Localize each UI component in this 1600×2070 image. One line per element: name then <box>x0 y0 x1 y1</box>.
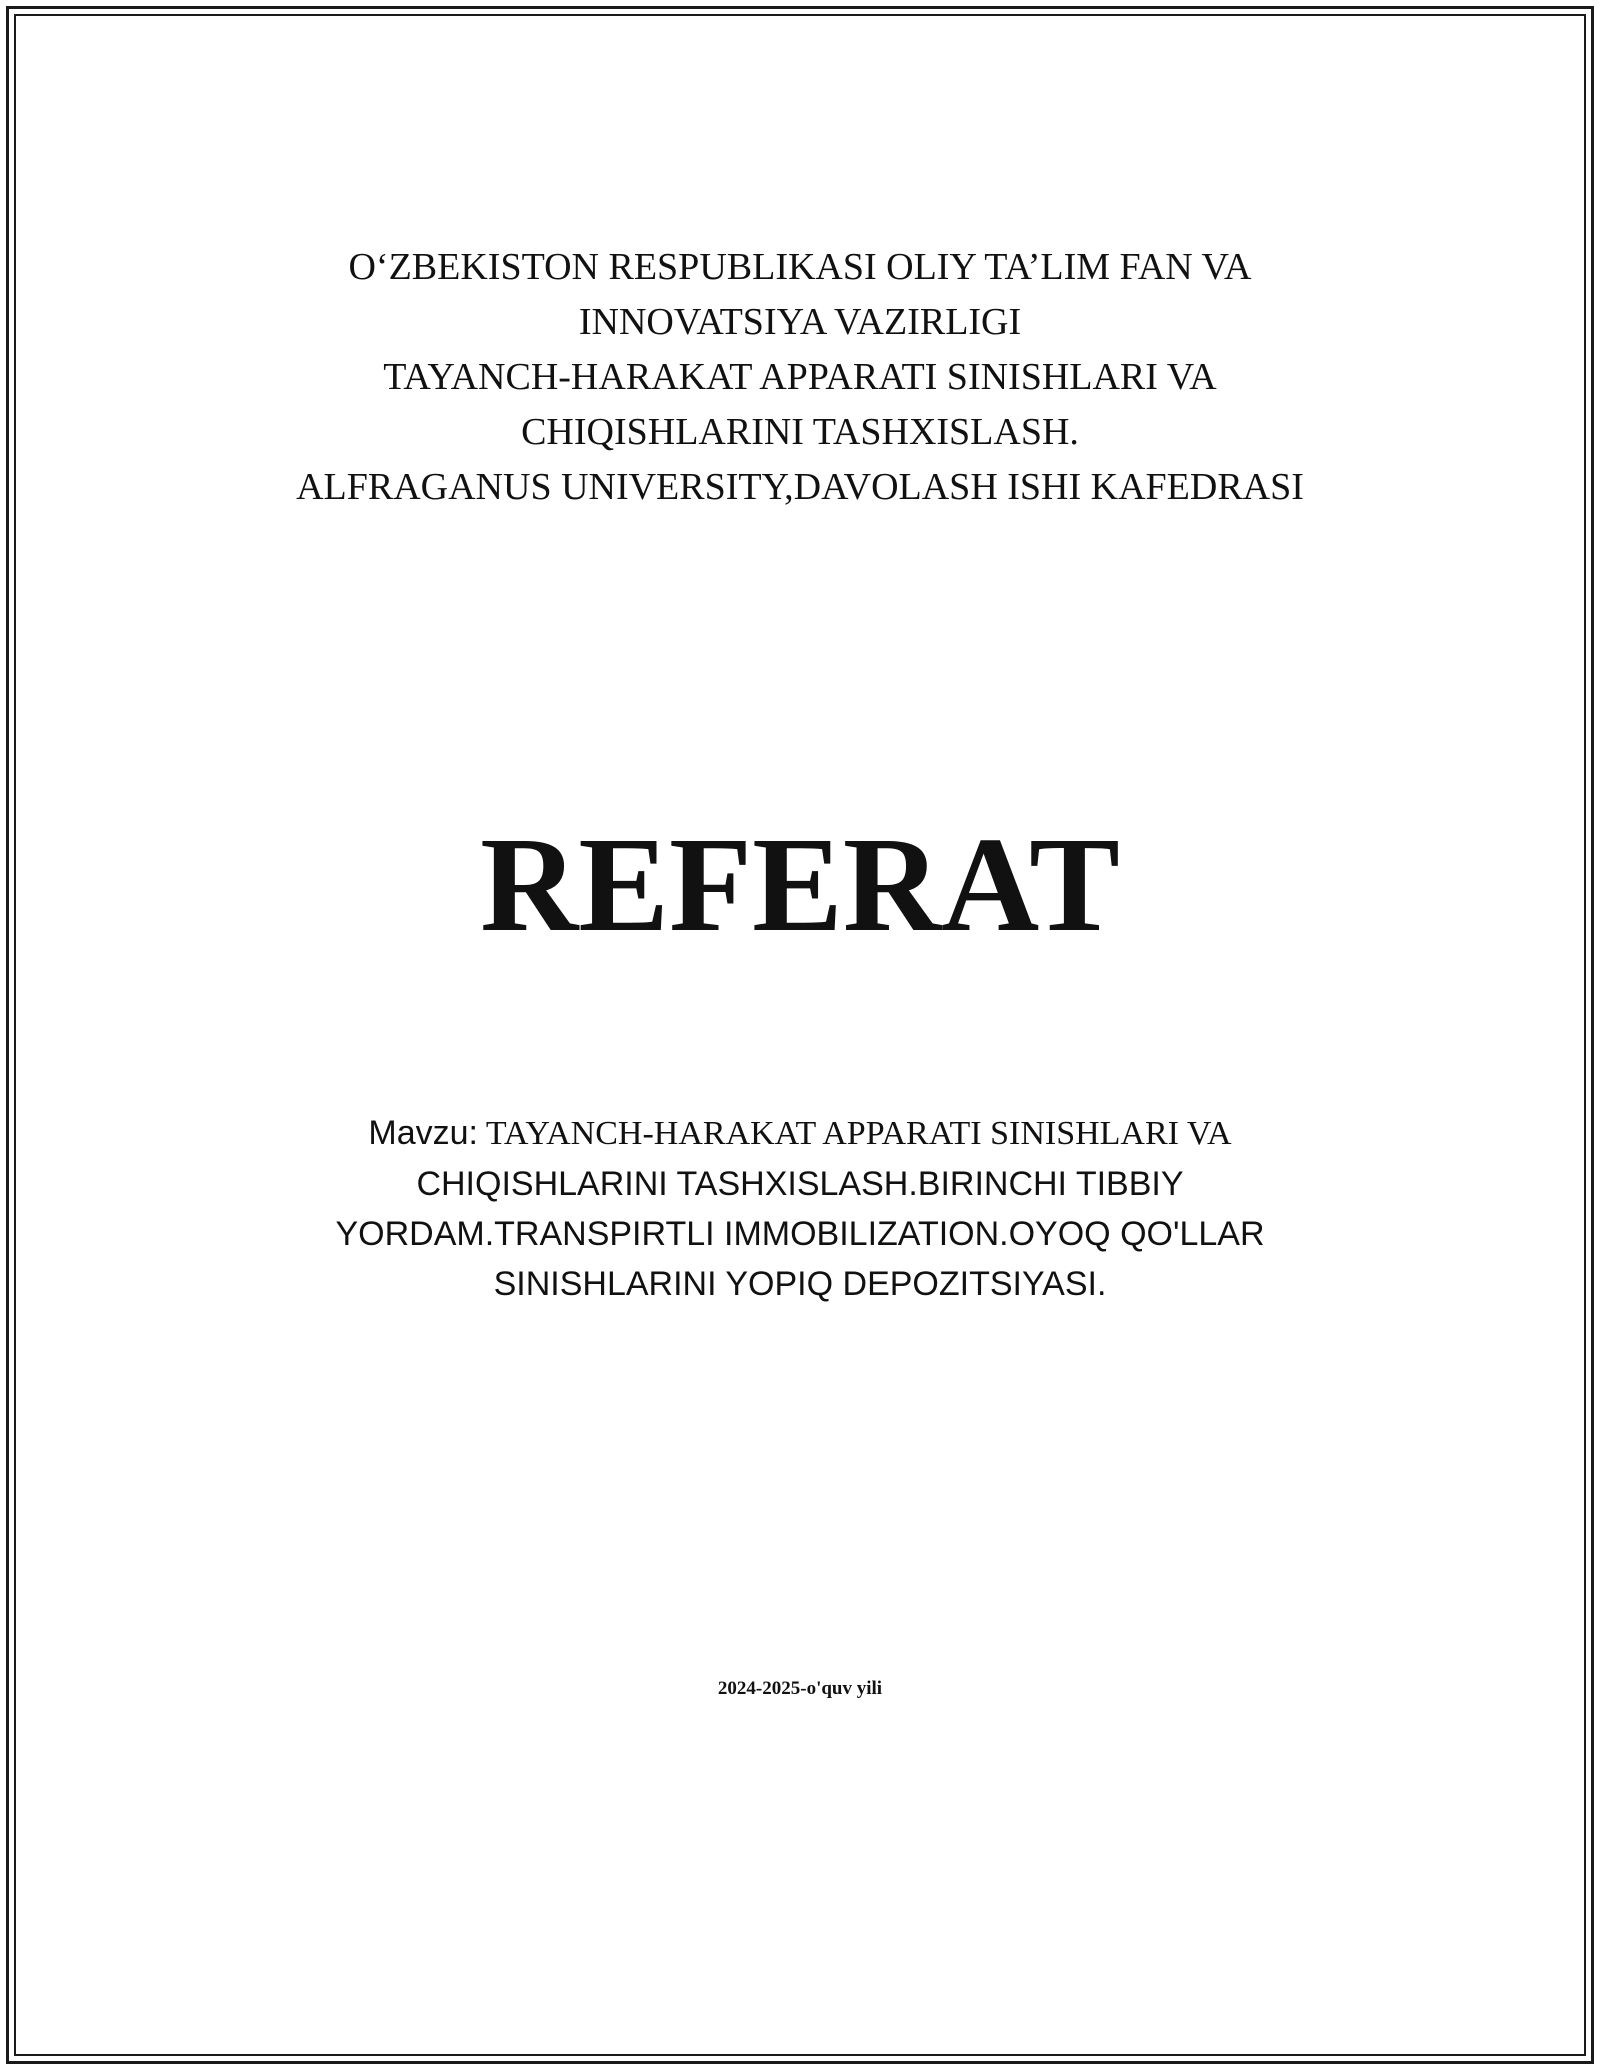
topic-line: SINISHLARINI YOPIQ DEPOZITSIYASI. <box>493 1265 1107 1303</box>
header-line: CHIQISHLARINI TASHXISLASH. <box>521 411 1079 453</box>
academic-year: 2024-2025-o'quv yili <box>717 1678 883 1699</box>
topic-block <box>0 1108 1600 1309</box>
topic-line: CHIQISHLARINI TASHXISLASH.BIRINCHI TIBBIY <box>416 1165 1184 1203</box>
topic-text: TAYANCH-HARAKAT APPARATI SINISHLARI VA <box>477 1115 1232 1152</box>
header-line: ALFRAGANUS UNIVERSITY,DAVOLASH ISHI KAFEDRASI <box>296 466 1304 508</box>
topic-label: Mavzu: <box>368 1114 478 1152</box>
topic-line: YORDAM.TRANSPIRTLI IMMOBILIZATION.OYOQ QO'LLAR <box>335 1215 1265 1253</box>
document-title: REFERAT <box>480 810 1120 960</box>
institution-header <box>0 240 1600 515</box>
topic-line-first <box>0 1108 1600 1159</box>
header-line: TAYANCH-HARAKAT APPARATI SINISHLARI VA <box>383 356 1217 398</box>
header-line: INNOVATSIYA VAZIRLIGI <box>578 301 1022 343</box>
header-line: O‘ZBEKISTON RESPUBLIKASI OLIY TA’LIM FAN VA <box>348 246 1252 288</box>
